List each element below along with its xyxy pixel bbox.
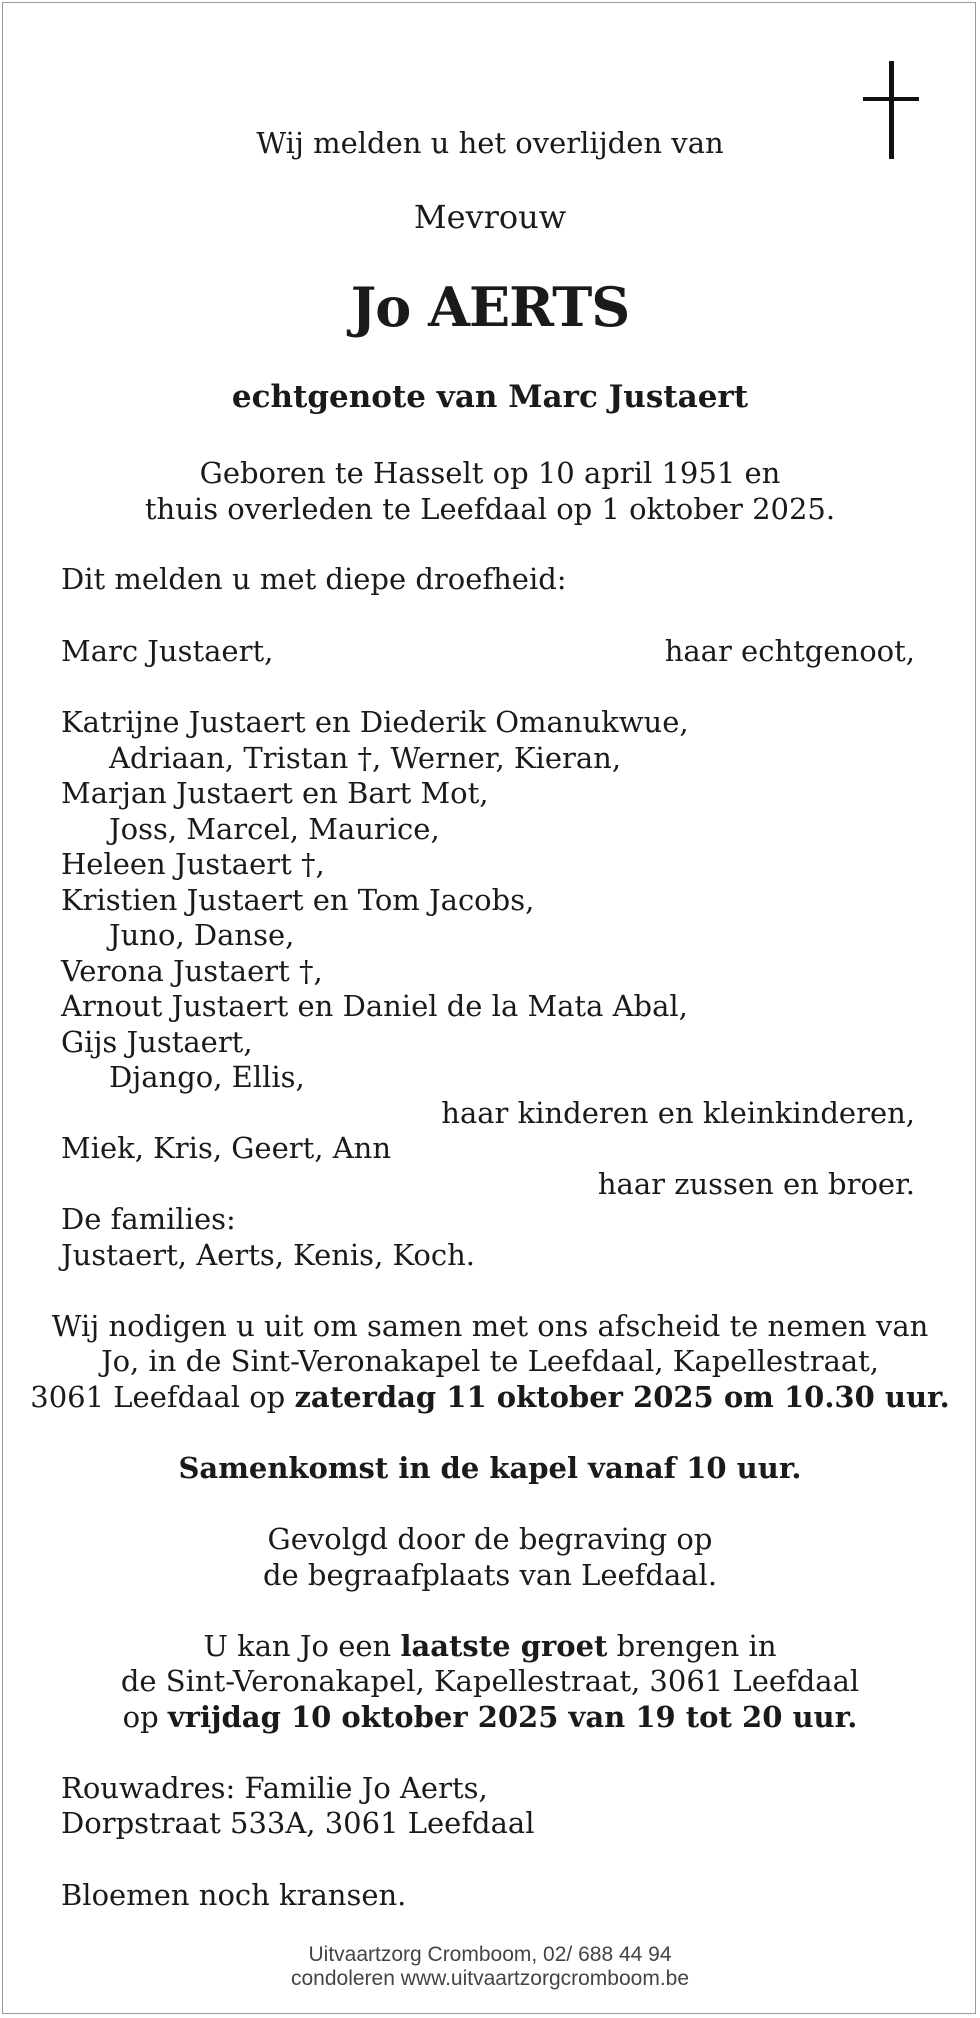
salutation: Mevrouw [413, 198, 567, 236]
obituary-card [2, 2, 976, 2014]
family-line: Gijs Justaert, [61, 1025, 253, 1059]
footer-line: condoleren www.uitvaartzorgcromboom.be [290, 1967, 690, 1990]
family-line: Django, Ellis, [109, 1060, 305, 1094]
family-line: Joss, Marcel, Maurice, [109, 812, 440, 846]
spouse-line: echtgenote van Marc Justaert [231, 379, 749, 415]
children-role: haar kinderen en kleinkinderen, [441, 1096, 915, 1130]
siblings-names: Miek, Kris, Geert, Ann [61, 1131, 392, 1165]
greeting-line: de Sint-Veronakapel, Kapellestraat, 3061 Leefdaal [120, 1664, 860, 1698]
death-line: thuis overleden te Leefdaal op 1 oktober 2025. [144, 492, 836, 526]
siblings-role: haar zussen en broer. [597, 1167, 915, 1201]
family-line: Marjan Justaert en Bart Mot, [61, 776, 489, 810]
greeting-emphasis: laatste groet [400, 1629, 608, 1663]
family-line: Adriaan, Tristan †, Werner, Kieran, [109, 741, 622, 775]
deceased-name: Jo AERTS [350, 275, 630, 339]
greeting-line: U kan Jo een laatste groet brengen in [203, 1629, 777, 1663]
families-label: De families: [61, 1202, 236, 1236]
families-names: Justaert, Aerts, Kenis, Koch. [61, 1238, 475, 1272]
family-line: Kristien Justaert en Tom Jacobs, [61, 883, 535, 917]
family-line: Juno, Danse, [109, 918, 295, 952]
burial-line: de begraafplaats van Leefdaal. [262, 1558, 718, 1592]
ceremony-line: 3061 Leefdaal op zaterdag 11 oktober 2025 om 10.30 uur. [30, 1380, 950, 1414]
spouse-name: Marc Justaert, [61, 634, 274, 668]
address-line: Rouwadres: Familie Jo Aerts, [61, 1771, 488, 1805]
ceremony-date: zaterdag 11 oktober 2025 om 10.30 uur. [294, 1380, 950, 1414]
announcement: Dit melden u met diepe droefheid: [61, 562, 567, 596]
family-line: Heleen Justaert †, [61, 847, 325, 881]
ceremony-line: Jo, in de Sint-Veronakapel te Leefdaal, Kapellestraat, [100, 1344, 880, 1378]
address-line: Dorpstraat 533A, 3061 Leefdaal [61, 1806, 535, 1840]
spouse-role: haar echtgenoot, [664, 634, 915, 668]
flowers-note: Bloemen noch kransen. [61, 1878, 407, 1912]
greeting-date: vrijdag 10 oktober 2025 van 19 tot 20 uur. [167, 1700, 858, 1734]
footer-line: Uitvaartzorg Cromboom, 02/ 688 44 94 [308, 1943, 672, 1966]
birth-line: Geboren te Hasselt op 10 april 1951 en [199, 456, 781, 490]
gathering-line: Samenkomst in de kapel vanaf 10 uur. [178, 1451, 802, 1485]
ceremony-line: Wij nodigen u uit om samen met ons afscheid te nemen van [51, 1309, 929, 1343]
burial-line: Gevolgd door de begraving op [267, 1522, 713, 1556]
family-line: Arnout Justaert en Daniel de la Mata Abal, [61, 989, 688, 1023]
greeting-line: op vrijdag 10 oktober 2025 van 19 tot 20 uur. [122, 1700, 858, 1734]
intro-text: Wij melden u het overlijden van [256, 126, 724, 160]
family-line: Verona Justaert †, [61, 954, 323, 988]
family-line: Katrijne Justaert en Diederik Omanukwue, [61, 705, 689, 739]
